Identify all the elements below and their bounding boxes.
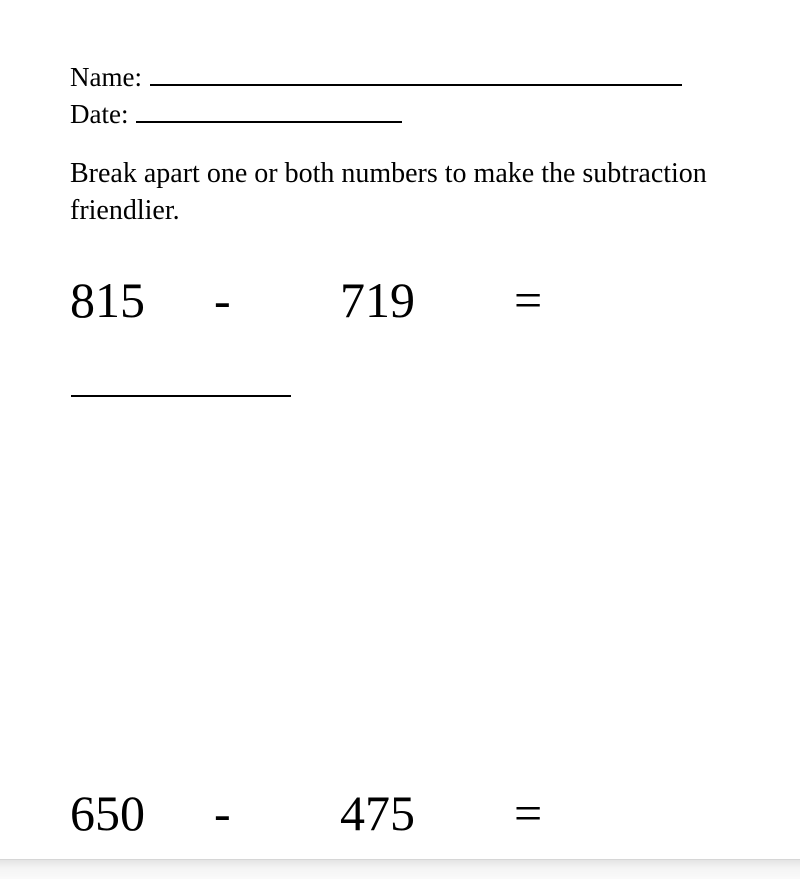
- answer-blank-line-1[interactable]: [71, 395, 291, 397]
- name-blank-line[interactable]: [150, 62, 682, 86]
- instructions-text: Break apart one or both numbers to make the subtraction friendlier.: [70, 158, 707, 226]
- subtraction-problem-1: [0, 270, 800, 330]
- minuend: 815: [70, 272, 145, 328]
- date-blank-line[interactable]: [136, 99, 402, 123]
- equals-sign: =: [514, 785, 543, 841]
- subtrahend: 475: [340, 785, 415, 841]
- minus-sign: -: [214, 785, 231, 841]
- date-label: Date:: [70, 99, 129, 129]
- name-field: [70, 61, 682, 93]
- minus-sign: -: [214, 272, 231, 328]
- page-bottom-edge: [0, 859, 800, 879]
- date-field: [70, 98, 402, 130]
- subtrahend: 719: [340, 272, 415, 328]
- name-label: Name:: [70, 62, 142, 92]
- subtraction-problem-2: [0, 783, 800, 843]
- minuend: 650: [70, 785, 145, 841]
- equals-sign: =: [514, 272, 543, 328]
